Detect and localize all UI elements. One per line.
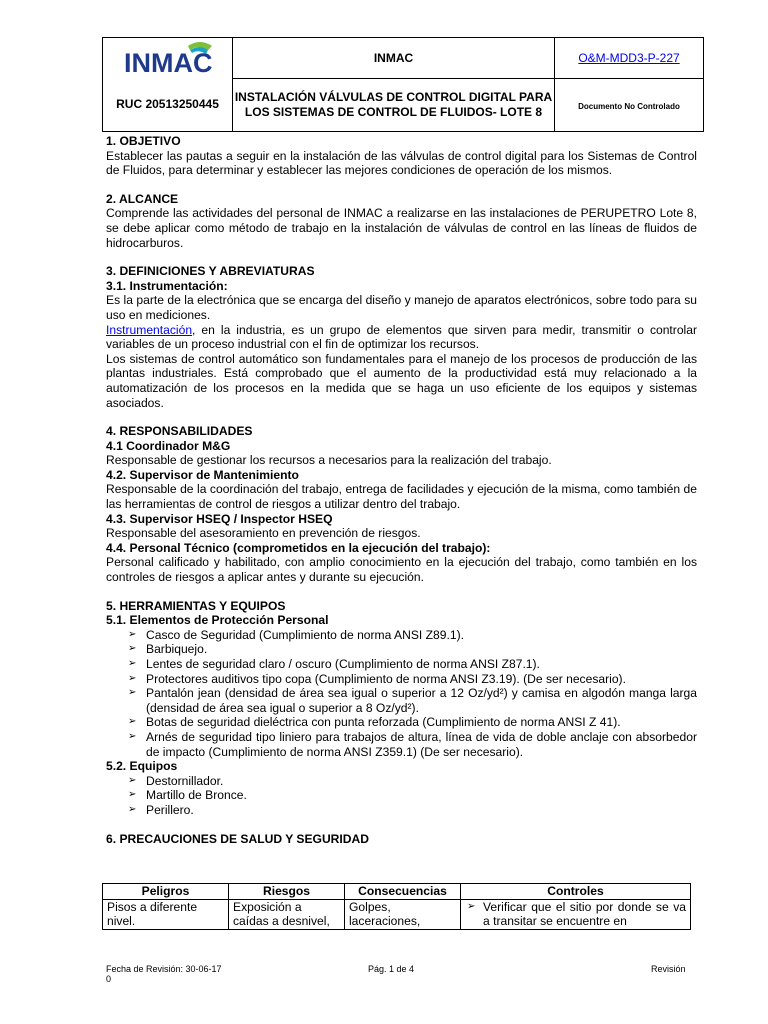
table-cell: Exposición a caídas a desnivel,	[229, 899, 345, 929]
instrumentacion-link[interactable]: Instrumentación	[106, 322, 193, 337]
resp-p4: Personal calificado y habilitado, con amplio conocimiento en la ejecución del trabajo, como también en los controles de riesgos a aplicar antes y durante su ejecución.	[106, 555, 697, 585]
arrowhead-bullet-icon: ➢	[128, 643, 137, 655]
arrowhead-bullet-icon: ➢	[128, 730, 137, 742]
section-title-responsabilidades: 4. RESPONSABILIDADES	[106, 424, 253, 439]
list-item-text: Protectores auditivos tipo copa (Cumplimiento de norma ANSI Z3.19). (De ser necesario).	[146, 671, 626, 686]
list-item	[128, 642, 697, 657]
revision-number: 0	[106, 974, 112, 984]
company-name: INMAC	[233, 38, 555, 79]
definicion-p2-rest: , en la industria, es un grupo de elementos que sirven para medir, transmitir o controlar variables de un proceso industrial con el fin de optimizar los recursos.	[106, 322, 697, 352]
section-title-definiciones: 3. DEFINICIONES Y ABREVIATURAS	[106, 264, 315, 279]
section-title-alcance: 2. ALCANCE	[106, 191, 179, 206]
list-item	[128, 657, 697, 672]
doc-code-link[interactable]: O&M-MDD3-P-227	[578, 50, 680, 65]
list-item	[128, 715, 697, 730]
list-item	[128, 730, 697, 759]
definicion-p2	[106, 323, 697, 352]
arrowhead-bullet-icon: ➢	[128, 789, 137, 801]
logo-text: INMAC	[123, 48, 212, 76]
footer-page-number: Pág. 1 de 4	[368, 964, 415, 974]
table-row	[103, 899, 691, 929]
document-title: INSTALACIÓN VÁLVULAS DE CONTROL DIGITAL PARA LOS SISTEMAS DE CONTROL DE FLUIDOS- LOTE 8	[233, 78, 555, 131]
arrowhead-bullet-icon: ➢	[128, 658, 137, 669]
arrowhead-bullet-icon: ➢	[128, 628, 137, 640]
epp-list	[106, 628, 697, 759]
table-cell: Golpes, laceraciones,	[345, 899, 461, 929]
logo-cell	[103, 38, 233, 79]
objetivo-text: Establecer las pautas a seguir en la instalación de las válvulas de control digital para los Sistemas de Control de Fluidos, para determinar y establecer las mejores condiciones de operación de los mismos.	[106, 148, 697, 178]
footer-fecha	[106, 964, 222, 984]
column-header: Peligros	[103, 884, 229, 900]
column-header: Controles	[461, 884, 691, 900]
subsection-supervisor-mantenimiento: 4.2. Supervisor de Mantenimiento	[106, 467, 299, 482]
section-title-precauciones: 6. PRECAUCIONES DE SALUD Y SEGURIDAD	[106, 831, 369, 846]
revision-date: Fecha de Revisión: 30-06-17	[106, 964, 222, 974]
inmac-logo-icon	[103, 38, 232, 78]
list-item-text: Martillo de Bronce.	[146, 788, 247, 803]
document-header	[102, 37, 704, 132]
ruc-number: RUC 20513250445	[116, 97, 219, 112]
ruc-cell	[103, 78, 233, 131]
list-item	[128, 672, 697, 687]
subsection-instrumentacion: 3.1. Instrumentación:	[106, 278, 228, 293]
list-item	[128, 686, 697, 715]
list-item	[128, 774, 697, 789]
resp-p2: Responsable de la coordinación del trabajo, entrega de facilidades y ejecución de la misma, como también de las herramientas de control de riesgos a utilizar dentro del trabajo.	[106, 482, 697, 512]
subsection-epp: 5.1. Elementos de Protección Personal	[106, 613, 329, 628]
risk-table	[102, 883, 691, 930]
subsection-coordinador: 4.1 Coordinador M&G	[106, 438, 231, 453]
arrowhead-bullet-icon: ➢	[128, 716, 137, 728]
alcance-text: Comprende las actividades del personal de INMAC a realizarse en las instalaciones de PERUPETRO Lote 8, se debe aplicar como método de trabajo en la instalación de válvulas de control en las líneas de fluidos de hidrocarburos.	[106, 206, 697, 250]
list-item-text: Arnés de seguridad tipo liniero para trabajos de altura, línea de vida de doble anclaje con absorbedor de impacto (Cumplimiento de norma ANSI Z359.1) (De ser necesario).	[146, 729, 697, 759]
subsection-equipos: 5.2. Equipos	[106, 759, 178, 774]
definicion-p3: Los sistemas de control automático son fundamentales para el manejo de los procesos de producción de las plantas industriales. Está comprobado que el aumento de la productividad está muy relacionado a la automatización de los procesos en la medida que se haga un uso eficiente de los equipos y sistemas asociados.	[106, 351, 697, 410]
definicion-p1: Es la parte de la electrónica que se encarga del diseño y manejo de aparatos electrónicos, sobre todo para su uso en mediciones.	[106, 293, 697, 322]
list-item-text: Destornillador.	[146, 773, 224, 788]
arrowhead-bullet-icon: ➢	[128, 803, 137, 815]
table-cell	[461, 899, 691, 929]
footer-revision-label: Revisión	[651, 964, 686, 974]
arrowhead-bullet-icon: ➢	[128, 687, 137, 699]
section-title-objetivo: 1. OBJETIVO	[106, 134, 181, 148]
list-item	[128, 628, 697, 643]
control-text: Verificar que el sitio por donde se va a transitar se encuentre en	[483, 899, 686, 929]
column-header: Consecuencias	[345, 884, 461, 900]
doc-code-cell	[555, 38, 704, 79]
list-item-text: Barbiquejo.	[146, 642, 208, 657]
logo-swoosh	[118, 40, 218, 76]
list-item	[128, 803, 697, 818]
subsection-supervisor-hseq: 4.3. Supervisor HSEQ / Inspector HSEQ	[106, 511, 333, 526]
document-body	[106, 134, 697, 846]
list-item-text: Perillero.	[146, 802, 194, 817]
column-header: Riesgos	[229, 884, 345, 900]
resp-p1: Responsable de gestionar los recursos a necesarios para la realización del trabajo.	[106, 453, 552, 468]
doc-status-cell	[555, 78, 704, 131]
resp-p3: Responsable del asesoramiento en prevención de riesgos.	[106, 526, 421, 541]
table-cell: Pisos a diferente nivel.	[103, 899, 229, 929]
arrowhead-bullet-icon: ➢	[128, 672, 137, 684]
table-header-row	[103, 884, 691, 900]
section-title-herramientas: 5. HERRAMIENTAS Y EQUIPOS	[106, 598, 286, 613]
list-item-text: Botas de seguridad dieléctrica con punta reforzada (Cumplimiento de norma ANSI Z 41).	[146, 715, 621, 730]
list-item	[128, 788, 697, 803]
subsection-personal-tecnico: 4.4. Personal Técnico (comprometidos en la ejecución del trabajo):	[106, 540, 491, 555]
equipos-list	[106, 774, 697, 818]
list-item-text: Casco de Seguridad (Cumplimiento de norma ANSI Z89.1).	[146, 627, 464, 642]
list-item-text: Lentes de seguridad claro / oscuro (Cumplimiento de norma ANSI Z87.1).	[146, 657, 540, 671]
arrowhead-bullet-icon: ➢	[467, 900, 476, 912]
list-item-text: Pantalón jean (densidad de área sea igual o superior a 12 Oz/yd²) y camisa en algodón manga larga (densidad de área sea igual o superior a 8 Oz/yd²).	[146, 686, 697, 715]
arrowhead-bullet-icon: ➢	[128, 774, 137, 786]
doc-status: Documento No Controlado	[578, 101, 680, 111]
